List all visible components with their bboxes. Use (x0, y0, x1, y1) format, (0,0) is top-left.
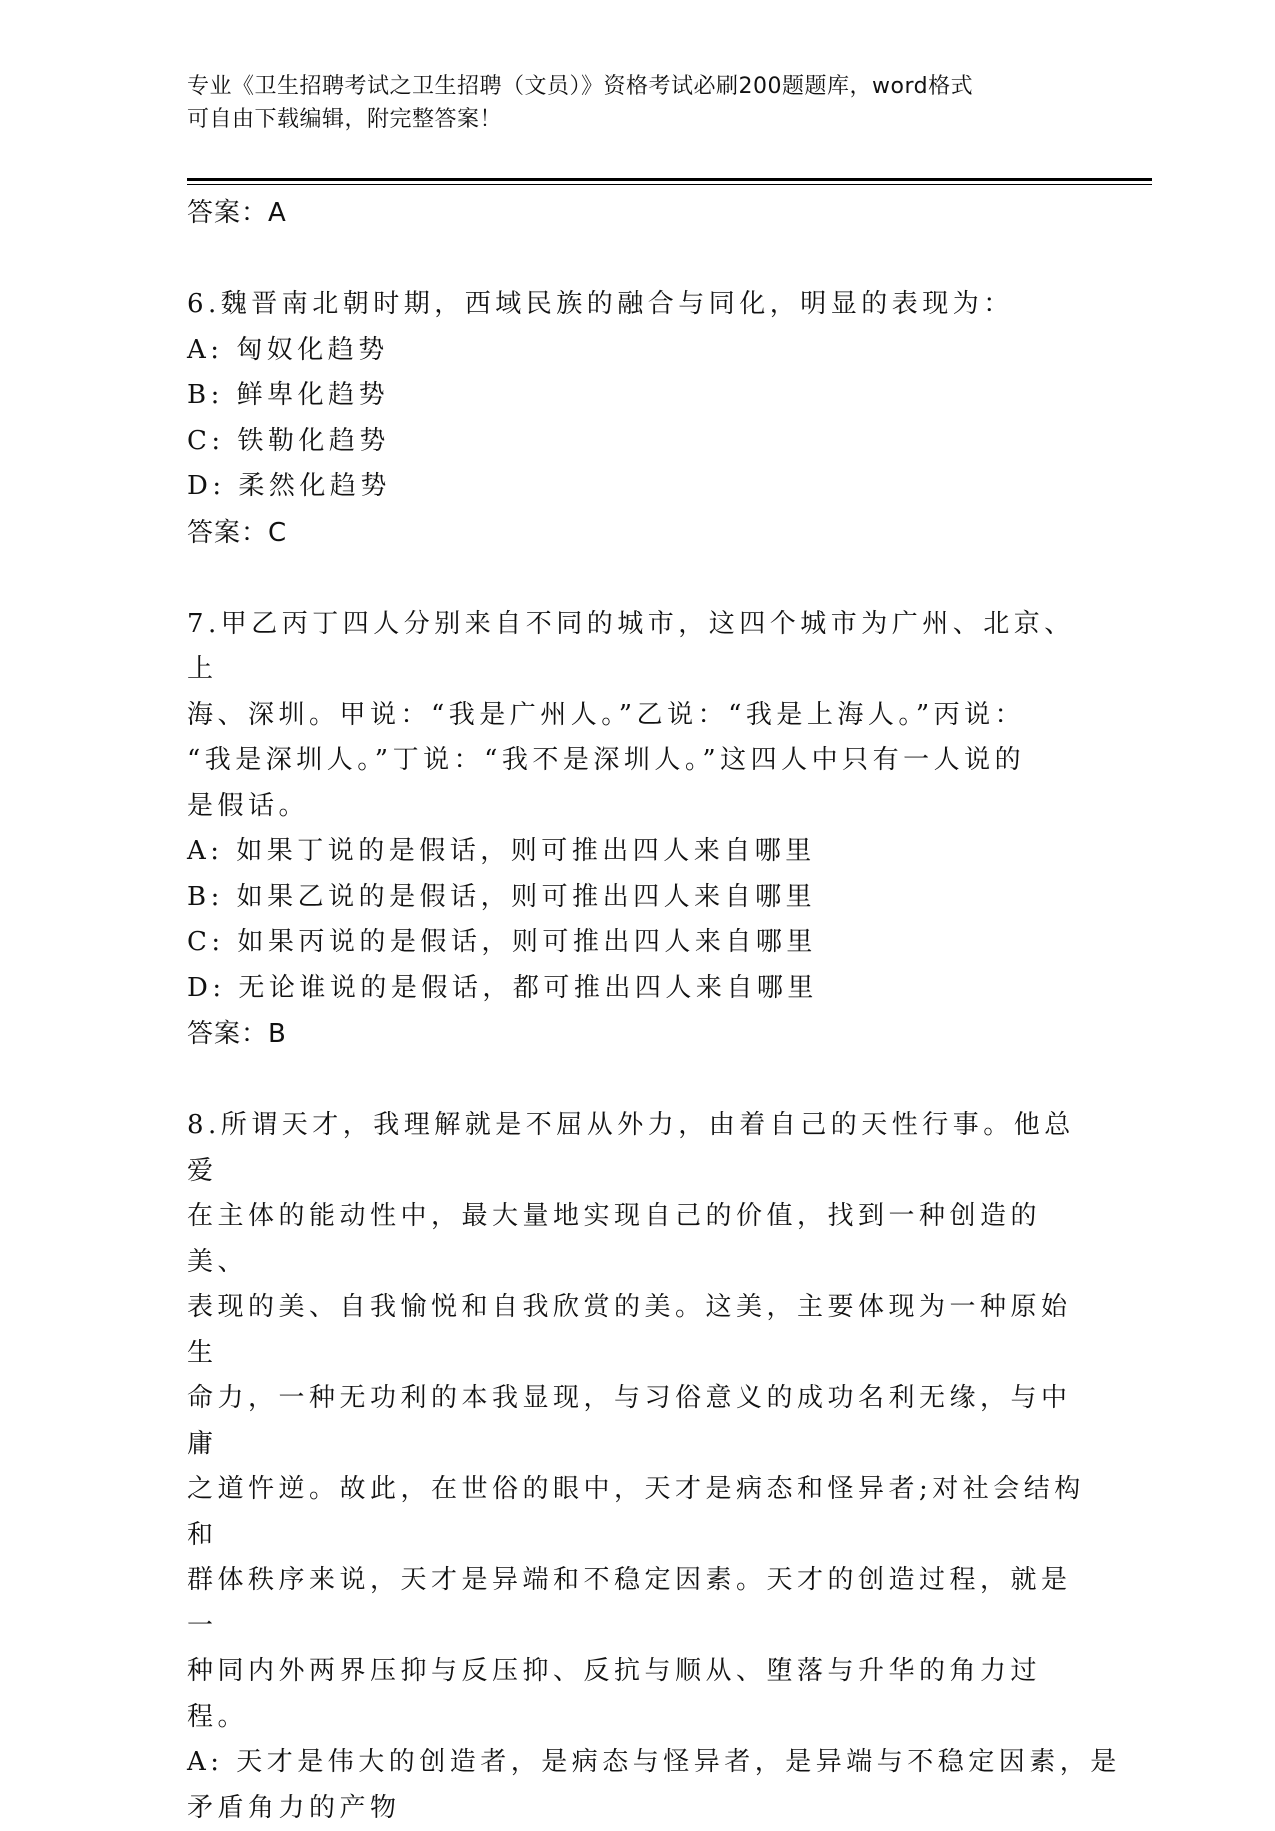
option-a-line-2: 矛盾角力的产物 (187, 1786, 1087, 1831)
document-header (187, 70, 1087, 136)
option-a: A: 如果丁说的是假话，则可推出四人来自哪里 (187, 829, 1087, 875)
question-text-line: 种同内外两界压抑与反压抑、反抗与顺从、堕落与升华的角力过程。 (187, 1649, 1087, 1740)
question-text-line: 在主体的能动性中，最大量地实现自己的价值，找到一种创造的美、 (187, 1194, 1087, 1285)
spacer (187, 556, 1087, 602)
option-b: B: 鲜卑化趋势 (187, 373, 1087, 419)
spacer (187, 1057, 1087, 1103)
option-a-line-1: A: 天才是伟大的创造者，是病态与怪异者，是异端与不稳定因素，是 (187, 1740, 1087, 1786)
question-text: 6.魏晋南北朝时期，西域民族的融合与同化，明显的表现为： (187, 282, 1087, 328)
question-text-line: 是假话。 (187, 784, 1087, 830)
question-text-line: 8.所谓天才，我理解就是不屈从外力，由着自己的天性行事。他总爱 (187, 1103, 1087, 1194)
answer: 答案：B (187, 1011, 1087, 1057)
question-text-line: 命力，一种无功利的本我显现，与习俗意义的成功名利无缘，与中庸 (187, 1376, 1087, 1467)
option-c: C: 铁勒化趋势 (187, 419, 1087, 465)
question-text-line: 海、深圳。甲说：“我是广州人。”乙说：“我是上海人。”丙说： (187, 693, 1087, 739)
answer-q5: 答案：A (187, 190, 1087, 236)
option-a: A: 匈奴化趋势 (187, 328, 1087, 374)
spacer (187, 236, 1087, 282)
header-divider-thick (187, 178, 1152, 181)
option-d: D: 无论谁说的是假话，都可推出四人来自哪里 (187, 966, 1087, 1012)
header-divider-thin (187, 184, 1152, 185)
question-text-line: 表现的美、自我愉悦和自我欣赏的美。这美，主要体现为一种原始生 (187, 1285, 1087, 1376)
document-body (187, 190, 1087, 1831)
header-line-1: 专业《卫生招聘考试之卫生招聘（文员）》资格考试必刷200题题库，word格式 (187, 70, 1087, 103)
question-text-line: 7.甲乙丙丁四人分别来自不同的城市，这四个城市为广州、北京、上 (187, 602, 1087, 693)
question-text-line: “我是深圳人。”丁说：“我不是深圳人。”这四人中只有一人说的 (187, 738, 1087, 784)
question-7 (187, 602, 1087, 1058)
header-line-2: 可自由下载编辑，附完整答案！ (187, 103, 1087, 136)
option-c: C: 如果丙说的是假话，则可推出四人来自哪里 (187, 920, 1087, 966)
question-text-line: 群体秩序来说，天才是异端和不稳定因素。天才的创造过程，就是一 (187, 1558, 1087, 1649)
question-text-line: 之道忤逆。故此，在世俗的眼中，天才是病态和怪异者;对社会结构和 (187, 1467, 1087, 1558)
question-8 (187, 1103, 1087, 1831)
question-6 (187, 282, 1087, 556)
answer: 答案：C (187, 510, 1087, 556)
option-d: D: 柔然化趋势 (187, 464, 1087, 510)
option-b: B: 如果乙说的是假话，则可推出四人来自哪里 (187, 875, 1087, 921)
